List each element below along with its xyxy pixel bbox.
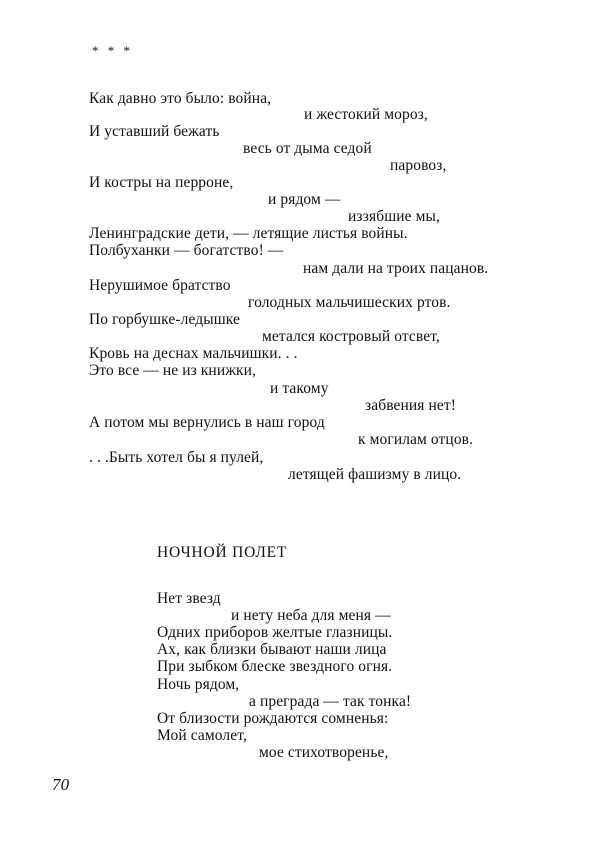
poem-line: нам дали на троих пацанов. [303, 260, 489, 277]
poem-line: Полбуханки — богатство! — [89, 242, 284, 259]
poem-line: голодных мальчишеских ртов. [248, 294, 451, 311]
section-separator: * * * [92, 43, 133, 58]
poem-line: весь от дыма седой [243, 140, 372, 157]
poem-title: НОЧНОЙ ПОЛЕТ [157, 544, 288, 561]
poem-line: И костры на перроне, [89, 174, 234, 191]
poem-line: Нерушимое братство [89, 277, 231, 294]
poem-line: и нету неба для меня — [231, 607, 391, 624]
poem-line: Одних приборов желтые глазницы. [157, 624, 393, 641]
poem-line: Нет звезд [157, 590, 221, 607]
poem-line: летящей фашизму в лицо. [288, 466, 462, 483]
poem-line: . . .Быть хотел бы я пулей, [89, 449, 264, 466]
poem-line: к могилам отцов. [358, 431, 474, 448]
poem-line: И уставший бежать [89, 123, 220, 140]
poem-line: и жестокий мороз, [304, 106, 428, 123]
poem-line: паровоз, [390, 157, 447, 174]
poem-line: мое стихотворенье, [259, 744, 389, 761]
poem-line: иззябшие мы, [348, 208, 441, 225]
poem-line: и такому [270, 380, 329, 397]
poem-line: Ночь рядом, [157, 676, 240, 693]
poem-line: а преграда — так тонка! [249, 693, 412, 710]
poem-line: По горбушке-ледышке [89, 311, 241, 328]
poem-line: А потом мы вернулись в наш город [89, 414, 325, 431]
poem-line: метался костровый отсвет, [262, 328, 440, 345]
poem-line: Ах, как близки бывают наши лица [157, 641, 387, 658]
poem-line: Это все — не из книжки, [89, 362, 257, 379]
poem-line: и рядом — [268, 191, 341, 208]
page-number: 70 [52, 775, 70, 794]
poem-line: Ленинградские дети, — летящие листья войны. [89, 225, 408, 242]
poem-line: Мой самолет, [157, 727, 247, 744]
poem-line: От близости рождаются сомненья: [157, 710, 389, 727]
poem-line: При зыбком блеске звездного огня. [157, 658, 393, 675]
poem-line: Кровь на деснах мальчишки. . . [89, 345, 298, 362]
poem-line: забвения нет! [365, 397, 457, 414]
poem-line: Как давно это было: война, [89, 90, 272, 107]
